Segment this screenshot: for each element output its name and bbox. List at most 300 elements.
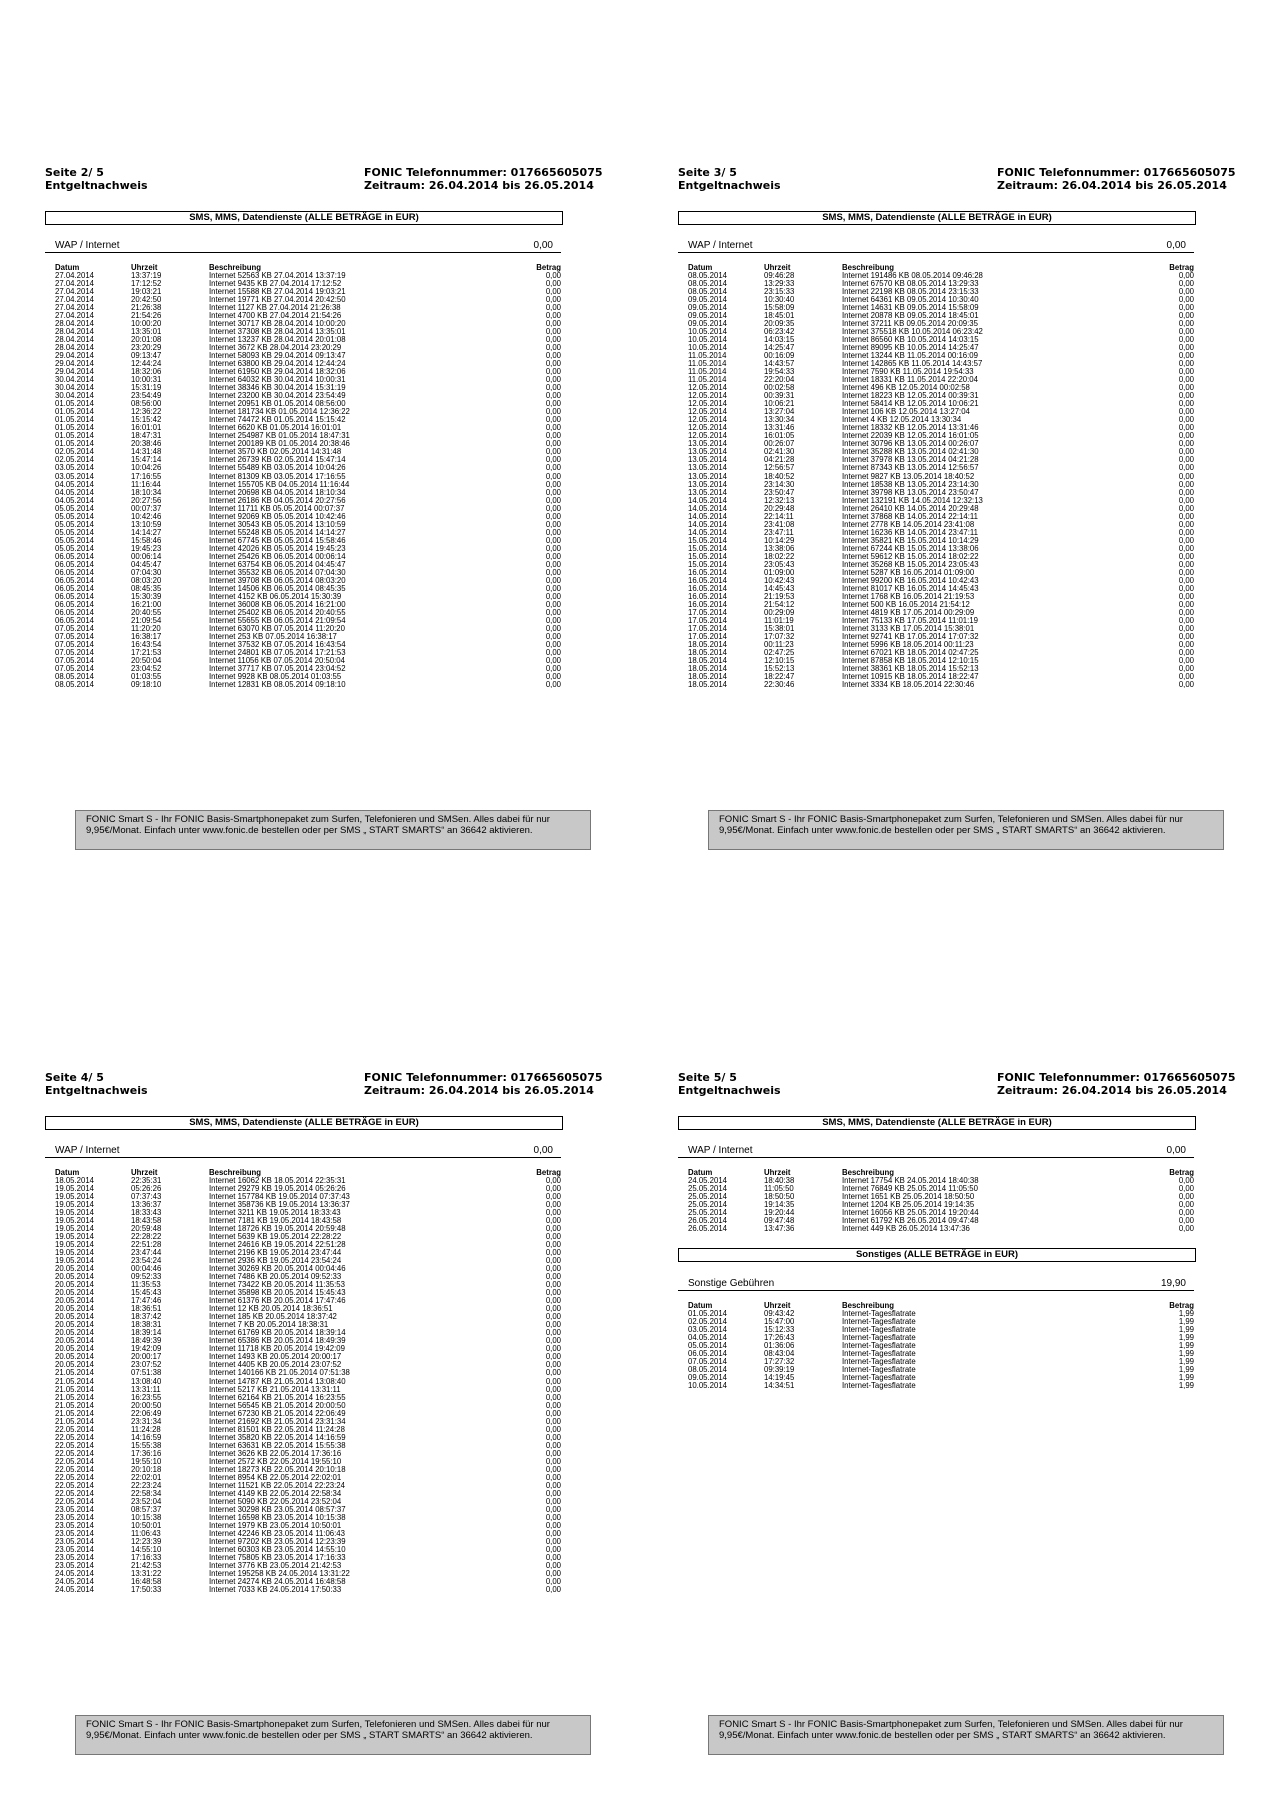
cell-description: Internet 25402 KB 06.05.2014 20:40:55 <box>209 607 346 617</box>
cell-description: Internet 2196 KB 19.05.2014 23:47:44 <box>209 1248 342 1258</box>
cell-date: 05.05.2014 <box>55 503 95 513</box>
cell-time: 18:40:38 <box>764 1176 795 1185</box>
promo-footer: FONIC Smart S - Ihr FONIC Basis-Smartphonepaket zum Surfen, Telefonieren und SMSen. Alles dabei für nur 9,95€/Monat. Einfach unter www.fonic.de bestellen oder per SMS „ START SMARTS“ an 36642 aktivieren. <box>708 810 1224 850</box>
cell-description: Internet 449 KB 26.05.2014 13:47:36 <box>842 1224 970 1234</box>
cell-description: Internet 37532 KB 07.05.2014 16:43:54 <box>209 639 346 649</box>
cell-date: 25.05.2014 <box>688 1184 728 1194</box>
cell-time: 16:01:05 <box>764 431 795 441</box>
cell-amount: 1,99 <box>1178 1341 1194 1351</box>
cell-time: 00:26:07 <box>764 439 795 449</box>
cell-time: 13:31:11 <box>131 1384 161 1394</box>
cell-time: 10:00:31 <box>131 375 162 385</box>
cell-time: 02:41:30 <box>764 447 795 457</box>
cell-time: 09:13:47 <box>131 351 162 361</box>
cell-time: 18:22:47 <box>764 672 795 681</box>
cell-time: 22:28:22 <box>131 1232 162 1242</box>
cell-description: Internet 58414 KB 12.05.2014 10:06:21 <box>842 399 979 409</box>
cell-date: 26.05.2014 <box>688 1224 728 1234</box>
cell-time: 15:38:01 <box>764 623 795 633</box>
cell-date: 01.05.2014 <box>55 399 95 409</box>
cell-description: Internet 67021 KB 18.05.2014 02:47:25 <box>842 647 979 657</box>
cell-description: Internet 61950 KB 29.04.2014 18:32:06 <box>209 367 346 377</box>
cell-amount: 0,00 <box>545 1248 561 1258</box>
cell-description: Internet 106 KB 12.05.2014 13:27:04 <box>842 407 970 417</box>
cell-time: 00:16:09 <box>764 351 795 361</box>
cell-date: 05.05.2014 <box>55 519 95 529</box>
cell-description: Internet 157784 KB 19.05.2014 07:37:43 <box>209 1192 350 1202</box>
cell-date: 12.05.2014 <box>688 407 728 417</box>
cell-date: 05.05.2014 <box>55 511 95 521</box>
cell-description: Internet 81309 KB 03.05.2014 17:16:55 <box>209 471 346 481</box>
cell-amount: 0,00 <box>1178 439 1194 449</box>
cell-date: 23.05.2014 <box>55 1544 95 1554</box>
cell-time: 15:45:43 <box>131 1288 162 1298</box>
cell-date: 20.05.2014 <box>55 1312 95 1322</box>
cell-date: 19.05.2014 <box>55 1240 95 1250</box>
cell-description: Internet 42246 KB 23.05.2014 11:06:43 <box>209 1528 345 1538</box>
cell-description: Internet 2778 KB 14.05.2014 23:41:08 <box>842 519 975 529</box>
cell-amount: 0,00 <box>545 511 561 521</box>
cell-amount: 0,00 <box>1178 1192 1194 1202</box>
cell-description: Internet 13237 KB 28.04.2014 20:01:08 <box>209 335 346 345</box>
cell-amount: 0,00 <box>545 1312 561 1322</box>
column-header-uhrzeit: Uhrzeit <box>764 263 791 272</box>
cell-description: Internet 37717 KB 07.05.2014 23:04:52 <box>209 663 346 673</box>
cell-date: 19.05.2014 <box>55 1192 95 1202</box>
cell-amount: 0,00 <box>545 1256 561 1266</box>
cell-description: Internet 61376 KB 20.05.2014 17:47:46 <box>209 1296 346 1306</box>
cell-description: Internet-Tagesflatrate <box>842 1357 916 1367</box>
cell-time: 18:32:06 <box>131 367 162 377</box>
cell-date: 20.05.2014 <box>55 1320 95 1330</box>
cell-time: 18:40:52 <box>764 471 795 481</box>
cell-time: 23:20:29 <box>131 343 162 353</box>
cell-description: Internet 55655 KB 06.05.2014 21:09:54 <box>209 615 346 625</box>
cell-description: Internet-Tagesflatrate <box>842 1317 916 1327</box>
cell-time: 09:47:48 <box>764 1216 795 1226</box>
cell-date: 13.05.2014 <box>688 447 728 457</box>
cell-time: 06:23:42 <box>764 327 795 337</box>
cell-time: 20:40:55 <box>131 607 162 617</box>
cell-date: 12.05.2014 <box>688 383 728 393</box>
cell-date: 25.05.2014 <box>688 1200 728 1210</box>
cell-description: Internet 20698 KB 04.05.2014 18:10:34 <box>209 487 346 497</box>
cell-description: Internet 7033 KB 24.05.2014 17:50:33 <box>209 1585 342 1595</box>
cell-description: Internet 200189 KB 01.05.2014 20:38:46 <box>209 439 350 449</box>
cell-amount: 0,00 <box>545 1376 561 1386</box>
cell-description: Internet 92069 KB 05.05.2014 10:42:46 <box>209 511 346 521</box>
cell-time: 22:58:34 <box>131 1488 162 1498</box>
cell-description: Internet 24616 KB 19.05.2014 22:51:28 <box>209 1240 346 1250</box>
cell-description: Internet 56545 KB 21.05.2014 20:00:50 <box>209 1400 346 1410</box>
cell-date: 15.05.2014 <box>688 559 728 569</box>
cell-date: 04.05.2014 <box>688 1333 728 1343</box>
cell-description: Internet 1651 KB 25.05.2014 18:50:50 <box>842 1192 975 1202</box>
cell-amount: 0,00 <box>545 1480 561 1490</box>
cell-time: 17:47:46 <box>131 1296 162 1306</box>
cell-date: 18.05.2014 <box>688 655 728 665</box>
cell-date: 14.05.2014 <box>688 495 728 505</box>
cell-date: 25.05.2014 <box>688 1192 728 1202</box>
cell-date: 05.05.2014 <box>55 535 95 545</box>
cell-description: Internet 92741 KB 17.05.2014 17:07:32 <box>842 631 979 641</box>
cell-date: 17.05.2014 <box>688 623 728 633</box>
cell-description: Internet 25426 KB 06.05.2014 00:06:14 <box>209 551 346 561</box>
cell-amount: 0,00 <box>545 407 561 417</box>
cell-time: 10:00:20 <box>131 319 162 329</box>
cell-amount: 0,00 <box>1178 543 1194 553</box>
cell-amount: 0,00 <box>545 672 561 681</box>
cell-time: 21:54:12 <box>764 599 795 609</box>
cell-time: 20:00:17 <box>131 1352 162 1362</box>
cell-time: 18:50:50 <box>764 1192 795 1202</box>
cell-date: 08.05.2014 <box>688 1365 728 1375</box>
cell-date: 03.05.2014 <box>55 463 95 473</box>
cell-description: Internet 20878 KB 09.05.2014 18:45:01 <box>842 311 979 321</box>
cell-description: Internet 74472 KB 01.05.2014 15:15:42 <box>209 415 346 425</box>
cell-description: Internet 10915 KB 18.05.2014 18:22:47 <box>842 672 979 681</box>
cell-amount: 0,00 <box>1178 1184 1194 1194</box>
cell-description: Internet 6620 KB 01.05.2014 16:01:01 <box>209 423 342 433</box>
cell-amount: 0,00 <box>545 1440 561 1450</box>
cell-description: Internet 11718 KB 20.05.2014 19:42:09 <box>209 1344 345 1354</box>
document-title: Entgeltnachweis <box>678 1084 781 1097</box>
cell-time: 17:50:33 <box>131 1585 162 1595</box>
cell-amount: 1,99 <box>1178 1381 1194 1391</box>
cell-description: Internet 16598 KB 23.05.2014 10:15:38 <box>209 1512 346 1522</box>
cell-date: 23.05.2014 <box>55 1552 95 1562</box>
cell-date: 09.05.2014 <box>688 303 728 313</box>
cell-description: Internet 67244 KB 15.05.2014 13:38:06 <box>842 543 979 553</box>
cell-amount: 0,00 <box>545 1176 561 1185</box>
cell-amount: 0,00 <box>1178 527 1194 537</box>
cell-date: 30.04.2014 <box>55 391 95 401</box>
cell-time: 19:45:23 <box>131 543 162 553</box>
cell-amount: 0,00 <box>1178 391 1194 401</box>
cell-time: 17:26:43 <box>764 1333 795 1343</box>
cell-date: 08.05.2014 <box>688 279 728 289</box>
cell-date: 18.05.2014 <box>688 672 728 681</box>
cell-time: 23:31:34 <box>131 1416 162 1426</box>
cell-amount: 0,00 <box>545 303 561 313</box>
cell-description: Internet 55248 KB 05.05.2014 14:14:27 <box>209 527 346 537</box>
cell-time: 14:45:43 <box>764 583 795 593</box>
cell-amount: 0,00 <box>545 1264 561 1274</box>
cell-amount: 0,00 <box>1178 319 1194 329</box>
cell-date: 18.05.2014 <box>55 1176 95 1185</box>
cell-date: 19.05.2014 <box>55 1232 95 1242</box>
cell-amount: 0,00 <box>545 1392 561 1402</box>
cell-date: 02.05.2014 <box>55 447 95 457</box>
cell-date: 19.05.2014 <box>55 1208 95 1218</box>
cell-description: Internet 5217 KB 21.05.2014 13:31:11 <box>209 1384 341 1394</box>
cell-description: Internet 62164 KB 21.05.2014 16:23:55 <box>209 1392 346 1402</box>
cell-description: Internet 7 KB 20.05.2014 18:38:31 <box>209 1320 329 1330</box>
cell-time: 23:50:47 <box>764 487 795 497</box>
cell-amount: 0,00 <box>545 1560 561 1570</box>
cell-amount: 0,00 <box>1178 680 1194 690</box>
cell-amount: 0,00 <box>545 1552 561 1562</box>
cell-amount: 0,00 <box>1178 599 1194 609</box>
cell-date: 09.05.2014 <box>688 295 728 305</box>
cell-amount: 0,00 <box>1178 447 1194 457</box>
cell-date: 05.05.2014 <box>55 527 95 537</box>
column-header-beschreibung: Beschreibung <box>842 263 894 272</box>
cell-amount: 1,99 <box>1178 1357 1194 1367</box>
cell-date: 23.05.2014 <box>55 1536 95 1546</box>
cell-time: 22:14:11 <box>764 511 794 521</box>
cell-amount: 0,00 <box>545 487 561 497</box>
cell-amount: 0,00 <box>545 271 561 280</box>
page-number: Seite 5/ 5 <box>678 1071 737 1084</box>
cell-time: 18:49:39 <box>131 1336 162 1346</box>
cell-date: 13.05.2014 <box>688 487 728 497</box>
cell-time: 22:06:49 <box>131 1408 162 1418</box>
cell-date: 06.05.2014 <box>688 1349 728 1359</box>
cell-description: Internet 37211 KB 09.05.2014 20:09:35 <box>842 319 978 329</box>
cell-description: Internet 12 KB 20.05.2014 18:36:51 <box>209 1304 333 1314</box>
cell-amount: 0,00 <box>545 279 561 289</box>
cell-description: Internet-Tagesflatrate <box>842 1373 916 1383</box>
cell-description: Internet 195258 KB 24.05.2014 13:31:22 <box>209 1568 350 1578</box>
cell-description: Internet 12831 KB 08.05.2014 09:18:10 <box>209 680 346 690</box>
cell-time: 11:20:20 <box>131 623 161 633</box>
cell-time: 20:10:18 <box>131 1464 162 1474</box>
cell-amount: 0,00 <box>545 1304 561 1314</box>
cell-amount: 0,00 <box>545 1344 561 1354</box>
cell-description: Internet 18331 KB 11.05.2014 22:20:04 <box>842 375 978 385</box>
cell-time: 13:29:33 <box>764 279 795 289</box>
cell-description: Internet 11056 KB 07.05.2014 20:50:04 <box>209 655 345 665</box>
subsection-name: WAP / Internet <box>55 240 120 251</box>
cell-amount: 0,00 <box>545 1192 561 1202</box>
cell-time: 20:09:35 <box>764 319 795 329</box>
cell-description: Internet 1204 KB 25.05.2014 19:14:35 <box>842 1200 975 1210</box>
cell-description: Internet 191486 KB 08.05.2014 09:46:28 <box>842 271 983 280</box>
cell-time: 20:59:48 <box>131 1224 162 1234</box>
cell-time: 16:48:58 <box>131 1577 162 1586</box>
cell-time: 18:47:31 <box>131 431 162 441</box>
cell-time: 13:10:59 <box>131 519 162 529</box>
cell-time: 10:04:26 <box>131 463 162 473</box>
cell-description: Internet 4 KB 12.05.2014 13:30:34 <box>842 415 962 425</box>
cell-time: 12:23:39 <box>131 1536 162 1546</box>
cell-time: 20:01:08 <box>131 335 162 345</box>
cell-time: 10:42:46 <box>131 511 162 521</box>
billing-period: Zeitraum: 26.04.2014 bis 26.05.2014 <box>997 1084 1227 1097</box>
column-header-uhrzeit: Uhrzeit <box>131 1168 158 1177</box>
cell-date: 29.04.2014 <box>55 351 95 361</box>
cell-amount: 0,00 <box>545 647 561 657</box>
subsection-name: WAP / Internet <box>688 240 753 251</box>
cell-amount: 0,00 <box>1178 631 1194 641</box>
cell-amount: 0,00 <box>545 1568 561 1578</box>
column-header-betrag: Betrag <box>1169 1168 1194 1177</box>
cell-time: 15:30:39 <box>131 591 162 601</box>
cell-amount: 0,00 <box>1178 375 1194 385</box>
cell-date: 18.05.2014 <box>688 663 728 673</box>
cell-description: Internet 4149 KB 22.05.2014 22:58:34 <box>209 1488 342 1498</box>
cell-date: 27.04.2014 <box>55 271 95 280</box>
column-header-betrag: Betrag <box>1169 263 1194 272</box>
cell-description: Internet 1493 KB 20.05.2014 20:00:17 <box>209 1352 342 1362</box>
cell-amount: 0,00 <box>1178 471 1194 481</box>
cell-amount: 0,00 <box>545 479 561 489</box>
cell-time: 17:27:32 <box>764 1357 795 1367</box>
cell-time: 18:45:01 <box>764 311 795 321</box>
cell-amount: 0,00 <box>545 527 561 537</box>
cell-amount: 0,00 <box>1178 559 1194 569</box>
subsection-name: Sonstige Gebühren <box>688 1278 775 1290</box>
cell-description: Internet 63631 KB 22.05.2014 15:55:38 <box>209 1440 346 1450</box>
cell-date: 01.05.2014 <box>688 1309 728 1319</box>
cell-date: 09.05.2014 <box>688 1373 728 1383</box>
cell-amount: 0,00 <box>545 439 561 449</box>
cell-amount: 0,00 <box>545 423 561 433</box>
cell-description: Internet 21692 KB 21.05.2014 23:31:34 <box>209 1416 346 1426</box>
cell-description: Internet 63800 KB 29.04.2014 12:44:24 <box>209 359 346 369</box>
cell-date: 21.05.2014 <box>55 1392 95 1402</box>
promo-footer: FONIC Smart S - Ihr FONIC Basis-Smartphonepaket zum Surfen, Telefonieren und SMSen. Alles dabei für nur 9,95€/Monat. Einfach unter www.fonic.de bestellen oder per SMS „ START SMARTS“ an 36642 aktivieren. <box>708 1715 1224 1755</box>
column-header-uhrzeit: Uhrzeit <box>764 1301 791 1311</box>
cell-description: Internet 99200 KB 16.05.2014 10:42:43 <box>842 575 979 585</box>
cell-date: 12.05.2014 <box>688 423 728 433</box>
cell-description: Internet 5090 KB 22.05.2014 23:52:04 <box>209 1496 342 1506</box>
cell-amount: 0,00 <box>1178 335 1194 345</box>
cell-date: 10.05.2014 <box>688 1381 728 1391</box>
cell-amount: 0,00 <box>1178 647 1194 657</box>
cell-time: 19:42:09 <box>131 1344 162 1354</box>
cell-date: 27.04.2014 <box>55 279 95 289</box>
cell-date: 12.05.2014 <box>688 415 728 425</box>
cell-description: Internet 18726 KB 19.05.2014 20:59:48 <box>209 1224 346 1234</box>
cell-time: 23:07:52 <box>131 1360 162 1370</box>
cell-amount: 0,00 <box>1178 431 1194 441</box>
cell-amount: 0,00 <box>1178 511 1194 521</box>
cell-description: Internet 14787 KB 21.05.2014 13:08:40 <box>209 1376 346 1386</box>
cell-description: Internet 1979 KB 23.05.2014 10:50:01 <box>209 1520 342 1530</box>
cell-amount: 0,00 <box>545 447 561 457</box>
cell-date: 27.04.2014 <box>55 311 95 321</box>
cell-time: 00:39:31 <box>764 391 795 401</box>
cell-date: 02.05.2014 <box>55 455 95 465</box>
cell-date: 06.05.2014 <box>55 567 95 577</box>
cell-description: Internet 11711 KB 05.05.2014 00:07:37 <box>209 503 345 513</box>
cell-description: Internet 18223 KB 12.05.2014 00:39:31 <box>842 391 979 401</box>
cell-description: Internet 36008 KB 06.05.2014 16:21:00 <box>209 599 346 609</box>
cell-description: Internet 35898 KB 20.05.2014 15:45:43 <box>209 1288 346 1298</box>
cell-time: 19:14:35 <box>764 1200 795 1210</box>
billing-period: Zeitraum: 26.04.2014 bis 26.05.2014 <box>364 179 594 192</box>
cell-date: 05.05.2014 <box>55 543 95 553</box>
cell-description: Internet 18273 KB 22.05.2014 20:10:18 <box>209 1464 346 1474</box>
cell-date: 19.05.2014 <box>55 1200 95 1210</box>
cell-amount: 0,00 <box>545 375 561 385</box>
column-header-datum: Datum <box>55 263 80 272</box>
cell-description: Internet 37308 KB 28.04.2014 13:35:01 <box>209 327 346 337</box>
cell-description: Internet 64032 KB 30.04.2014 10:00:31 <box>209 375 346 385</box>
cell-time: 16:01:01 <box>131 423 162 433</box>
cell-time: 16:23:55 <box>131 1392 162 1402</box>
cell-time: 17:07:32 <box>764 631 795 641</box>
cell-amount: 1,99 <box>1178 1333 1194 1343</box>
cell-amount: 0,00 <box>545 1360 561 1370</box>
cell-date: 14.05.2014 <box>688 519 728 529</box>
cell-date: 07.05.2014 <box>55 623 95 633</box>
cell-amount: 0,00 <box>1178 519 1194 529</box>
section-title: SMS, MMS, Datendienste (ALLE BETRÄGE in EUR) <box>678 211 1196 225</box>
cell-amount: 0,00 <box>545 1232 561 1242</box>
cell-description: Internet 18538 KB 13.05.2014 23:14:30 <box>842 479 979 489</box>
cell-time: 17:16:55 <box>131 471 162 481</box>
cell-amount: 0,00 <box>545 559 561 569</box>
document-title: Entgeltnachweis <box>45 1084 148 1097</box>
cell-amount: 0,00 <box>545 1328 561 1338</box>
section-title-sonstiges: Sonstiges (ALLE BETRÄGE in EUR) <box>678 1248 1196 1262</box>
cell-time: 23:15:33 <box>764 287 795 297</box>
cell-amount: 0,00 <box>545 463 561 473</box>
cell-time: 18:43:58 <box>131 1216 162 1226</box>
cell-amount: 0,00 <box>1178 383 1194 393</box>
cell-description: Internet 35820 KB 22.05.2014 14:16:59 <box>209 1432 346 1442</box>
subsection-total: 0,00 <box>1166 240 1186 251</box>
cell-time: 21:26:38 <box>131 303 162 313</box>
cell-description: Internet 67230 KB 21.05.2014 22:06:49 <box>209 1408 346 1418</box>
cell-time: 15:58:46 <box>131 535 162 545</box>
cell-amount: 0,00 <box>545 543 561 553</box>
table-row <box>55 1586 561 1594</box>
cell-amount: 0,00 <box>545 383 561 393</box>
cell-date: 06.05.2014 <box>55 575 95 585</box>
cell-time: 14:43:57 <box>764 359 795 369</box>
cell-description: Internet 37978 KB 13.05.2014 04:21:28 <box>842 455 979 465</box>
cell-amount: 0,00 <box>545 343 561 353</box>
cell-date: 10.05.2014 <box>688 335 728 345</box>
cell-time: 20:50:04 <box>131 655 162 665</box>
cell-time: 16:38:17 <box>131 631 162 641</box>
cell-description: Internet 1127 KB 27.04.2014 21:26:38 <box>209 303 341 313</box>
cell-date: 11.05.2014 <box>688 367 727 377</box>
cell-time: 09:39:19 <box>764 1365 795 1375</box>
cell-time: 04:45:47 <box>131 559 162 569</box>
cell-time: 15:12:33 <box>764 1325 795 1335</box>
cell-time: 08:43:04 <box>764 1349 795 1359</box>
cell-date: 07.05.2014 <box>688 1357 728 1367</box>
cell-description: Internet 140166 KB 21.05.2014 07:51:38 <box>209 1368 350 1378</box>
cell-time: 13:31:46 <box>764 423 795 433</box>
cell-amount: 0,00 <box>545 607 561 617</box>
cell-time: 12:36:22 <box>131 407 162 417</box>
cell-amount: 0,00 <box>1178 423 1194 433</box>
cell-date: 17.05.2014 <box>688 631 728 641</box>
cell-time: 11:24:28 <box>131 1424 161 1434</box>
document-title: Entgeltnachweis <box>678 179 781 192</box>
page-header <box>45 166 605 196</box>
cell-time: 15:55:38 <box>131 1440 162 1450</box>
column-header-uhrzeit: Uhrzeit <box>764 1168 791 1177</box>
subsection-name: WAP / Internet <box>688 1145 753 1156</box>
cell-description: Internet 35532 KB 06.05.2014 07:04:30 <box>209 567 346 577</box>
cell-time: 18:10:34 <box>131 487 162 497</box>
cell-time: 13:31:22 <box>131 1568 162 1578</box>
cell-time: 18:33:43 <box>131 1208 162 1218</box>
cell-amount: 0,00 <box>545 551 561 561</box>
cell-amount: 0,00 <box>545 455 561 465</box>
cell-time: 08:03:20 <box>131 575 162 585</box>
cell-time: 08:45:35 <box>131 583 162 593</box>
cell-description: Internet 7486 KB 20.05.2014 09:52:33 <box>209 1272 342 1282</box>
cell-date: 12.05.2014 <box>688 399 728 409</box>
